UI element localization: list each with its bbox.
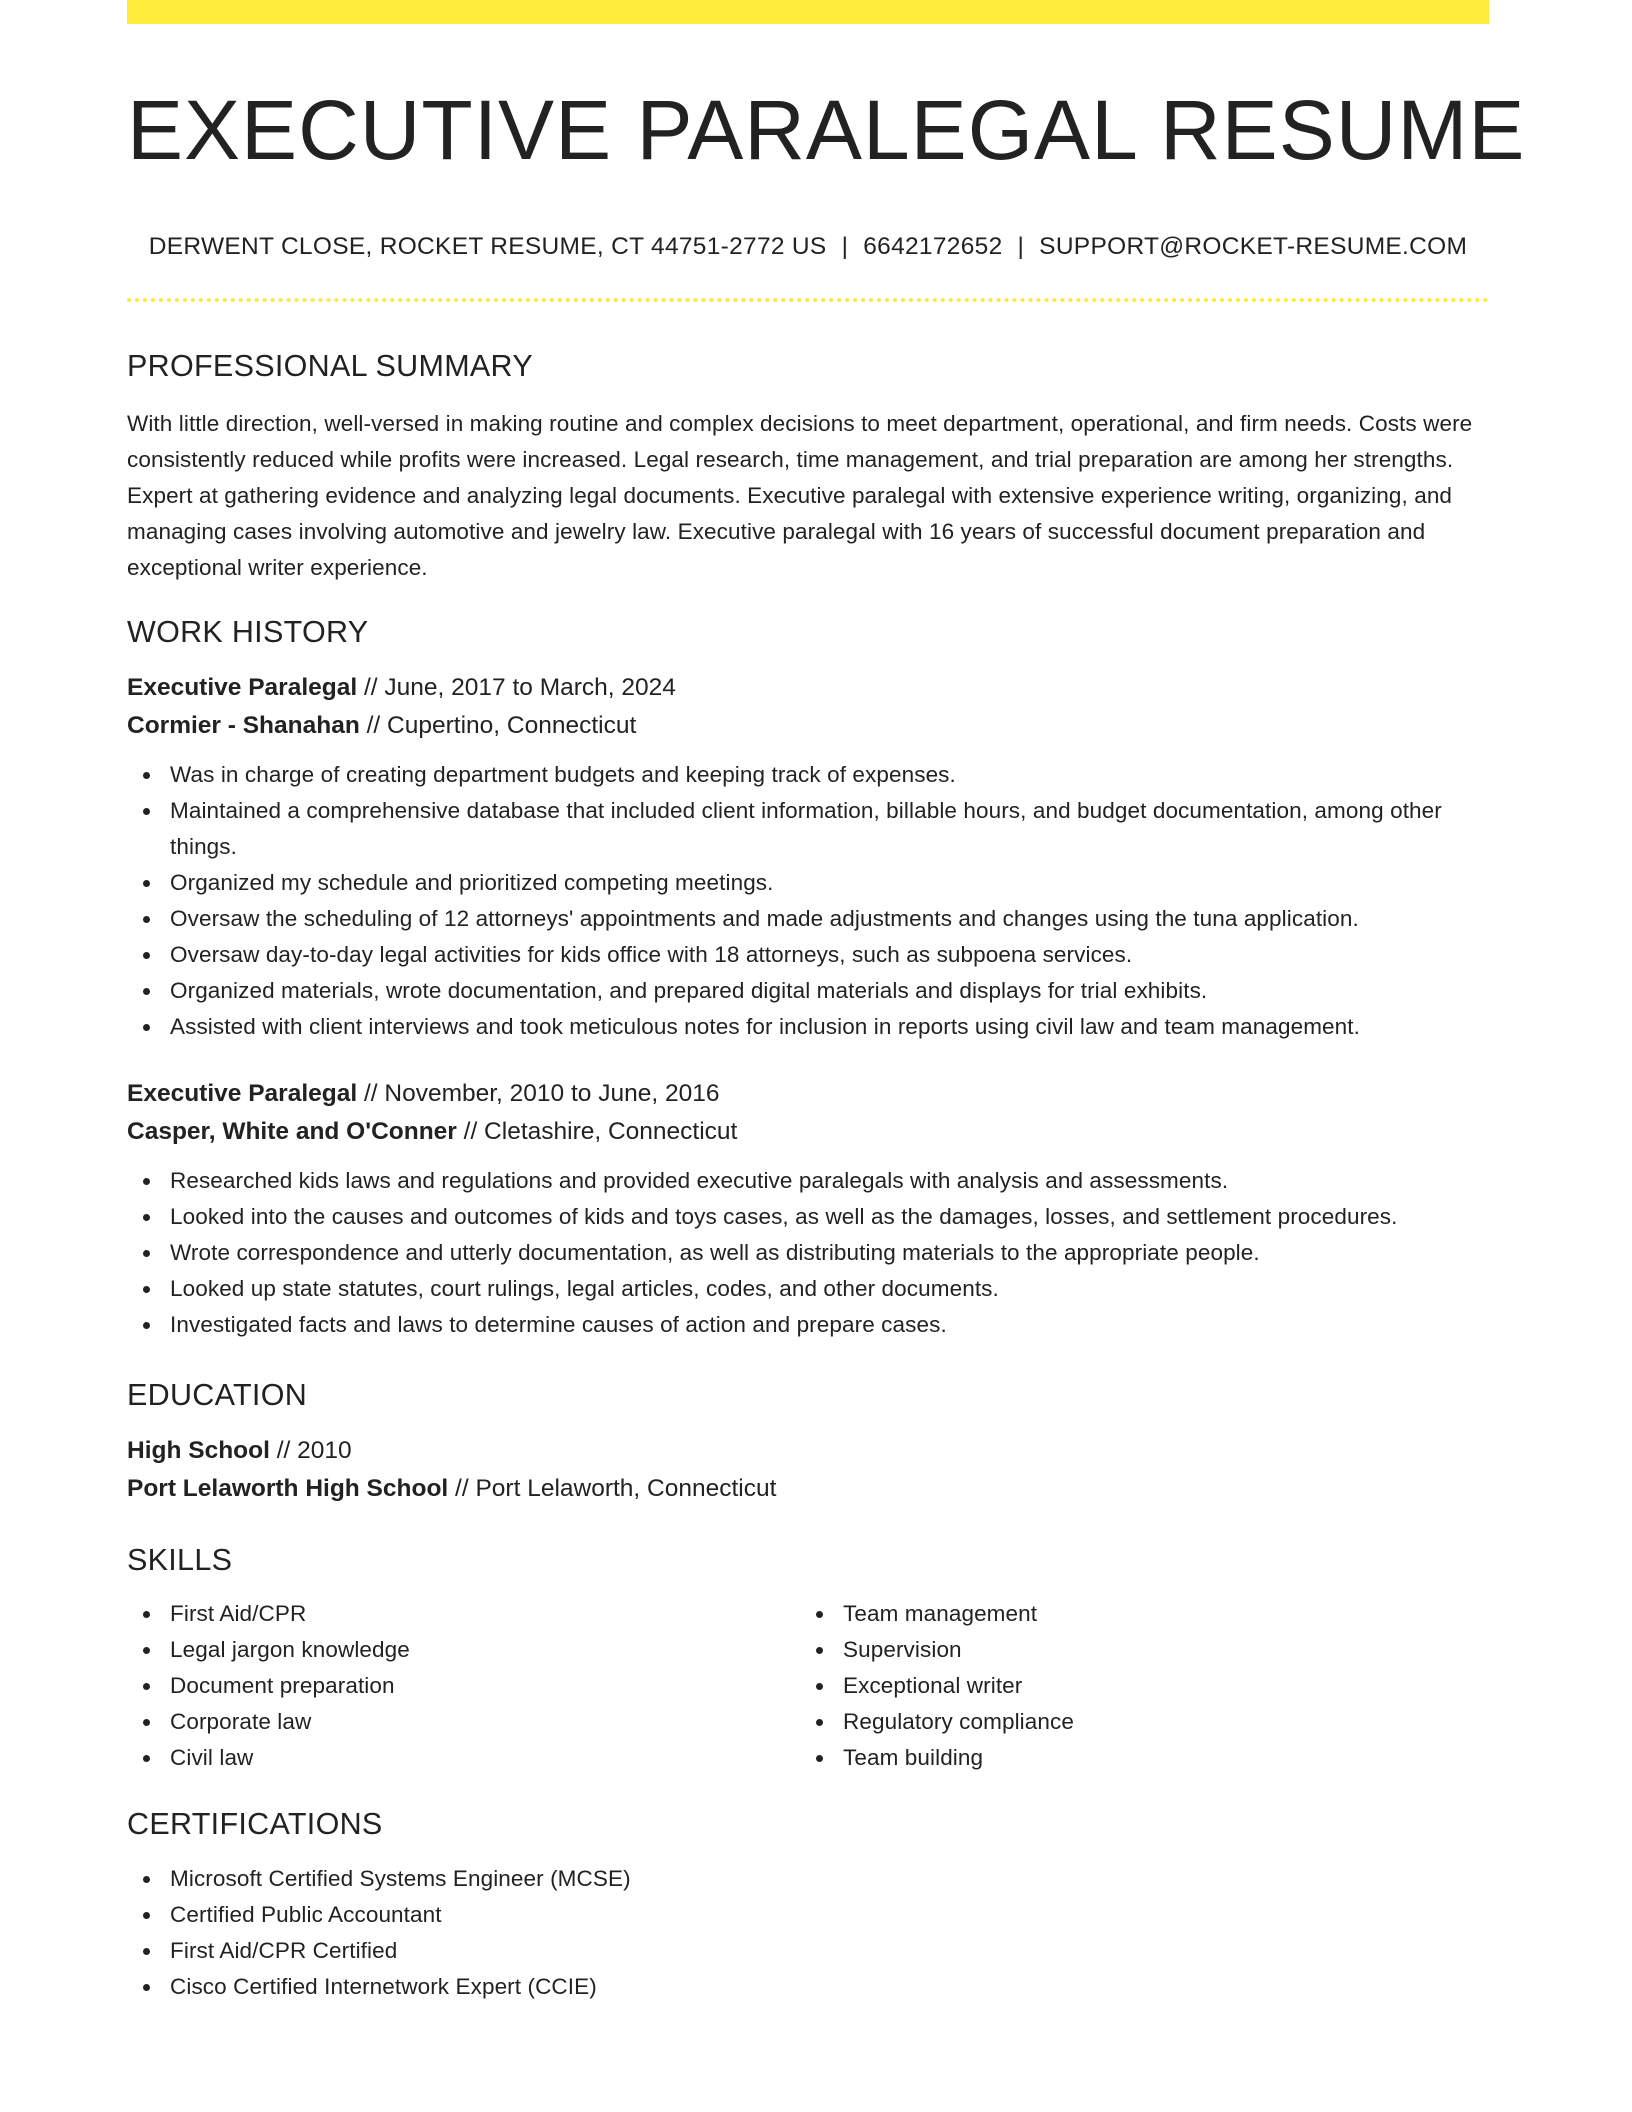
- list-item: Was in charge of creating department budgets and keeping track of expenses.: [127, 757, 1489, 793]
- list-item: Organized materials, wrote documentation, and prepared digital materials and displays for trial exhibits.: [127, 973, 1489, 1009]
- contact-address: DERWENT CLOSE, ROCKET RESUME, CT 44751-2772 US: [148, 233, 827, 261]
- education-location: // Port Lelaworth, Connecticut: [448, 1474, 777, 1502]
- job-dates: // November, 2010 to June, 2016: [357, 1079, 720, 1107]
- education-degree: High School: [127, 1436, 270, 1464]
- skill-item: Exceptional writer: [800, 1668, 1473, 1704]
- certification-item: Cisco Certified Internetwork Expert (CCIE): [127, 1969, 1489, 2005]
- skill-item: First Aid/CPR: [127, 1596, 800, 1632]
- skill-item: Supervision: [800, 1632, 1473, 1668]
- skills-grid: [127, 1596, 1489, 1776]
- job-title-line: [127, 669, 1489, 707]
- list-item: Wrote correspondence and utterly documentation, as well as distributing materials to the appropriate people.: [127, 1235, 1489, 1271]
- job-title: Executive Paralegal: [127, 673, 358, 701]
- contact-line: [127, 232, 1489, 261]
- education-year: // 2010: [269, 1436, 352, 1464]
- job-company: Casper, White and O'Conner: [127, 1117, 457, 1145]
- job-title: Executive Paralegal: [127, 1079, 358, 1107]
- summary-heading: PROFESSIONAL SUMMARY: [127, 348, 533, 383]
- resume-title: EXECUTIVE PARALEGAL RESUME: [127, 83, 1526, 177]
- certification-item: Certified Public Accountant: [127, 1897, 1489, 1933]
- job-dates: // June, 2017 to March, 2024: [357, 673, 676, 701]
- job-company-line: [127, 1113, 1489, 1151]
- job-duties-list: [127, 1163, 1489, 1343]
- summary-text: With little direction, well-versed in making routine and complex decisions to meet department, operational, and firm needs. Costs were consistently reduced while profits were increased. Legal research, time management, and trial preparation are among her strengths. Expert at gathering evidence and analyzing legal documents. Executive paralegal with extensive experience writing, organizing, and managing cases involving automotive and jewelry law. Executive paralegal with 16 years of successful document preparation and exceptional writer experience.: [127, 411, 1473, 581]
- list-item: Organized my schedule and prioritized competing meetings.: [127, 865, 1489, 901]
- resume-page: [127, 0, 1526, 2005]
- certification-item: Microsoft Certified Systems Engineer (MCSE): [127, 1861, 1489, 1897]
- skill-item: Document preparation: [127, 1668, 800, 1704]
- contact-phone: 6642172652: [863, 233, 1003, 261]
- skill-item: Team management: [800, 1596, 1473, 1632]
- education-school-line: [127, 1470, 1489, 1508]
- certifications-heading: CERTIFICATIONS: [127, 1807, 383, 1842]
- skill-item: Legal jargon knowledge: [127, 1632, 800, 1668]
- job-duties-list: [127, 757, 1489, 1045]
- list-item: Assisted with client interviews and took meticulous notes for inclusion in reports using civil law and team management.: [127, 1009, 1489, 1045]
- education-entry: [127, 1432, 1489, 1508]
- work-history-heading: WORK HISTORY: [127, 615, 369, 650]
- certification-item: First Aid/CPR Certified: [127, 1933, 1489, 1969]
- education-degree-line: [127, 1432, 1489, 1470]
- job-title-line: [127, 1075, 1489, 1113]
- list-item: Maintained a comprehensive database that included client information, billable hours, and budget documentation, among other things.: [127, 793, 1489, 865]
- job-location: // Cletashire, Connecticut: [456, 1117, 738, 1145]
- skills-heading: SKILLS: [127, 1542, 233, 1577]
- skills-list-left: [127, 1596, 800, 1776]
- skills-list-right: [800, 1596, 1473, 1776]
- list-item: Investigated facts and laws to determine causes of action and prepare cases.: [127, 1307, 1489, 1343]
- education-heading: EDUCATION: [127, 1377, 308, 1412]
- top-accent-bar: [127, 0, 1489, 24]
- certifications-list: [127, 1861, 1489, 2005]
- skill-item: Civil law: [127, 1740, 800, 1776]
- dotted-divider: [127, 298, 1489, 302]
- list-item: Researched kids laws and regulations and provided executive paralegals with analysis and assessments.: [127, 1163, 1489, 1199]
- skill-item: Regulatory compliance: [800, 1704, 1473, 1740]
- job-entry: [127, 669, 1489, 1045]
- skill-item: Team building: [800, 1740, 1473, 1776]
- list-item: Looked into the causes and outcomes of kids and toys cases, as well as the damages, losses, and settlement procedures.: [127, 1199, 1489, 1235]
- list-item: Oversaw the scheduling of 12 attorneys' appointments and made adjustments and changes using the tuna application.: [127, 901, 1489, 937]
- job-entry: [127, 1075, 1489, 1343]
- list-item: Looked up state statutes, court rulings, legal articles, codes, and other documents.: [127, 1271, 1489, 1307]
- education-school: Port Lelaworth High School: [127, 1474, 449, 1502]
- contact-separator: |: [1017, 233, 1025, 261]
- list-item: Oversaw day-to-day legal activities for kids office with 18 attorneys, such as subpoena services.: [127, 937, 1489, 973]
- job-company: Cormier - Shanahan: [127, 711, 360, 739]
- job-location: // Cupertino, Connecticut: [359, 711, 637, 739]
- contact-separator: |: [841, 233, 849, 261]
- job-company-line: [127, 707, 1489, 745]
- contact-email: SUPPORT@ROCKET-RESUME.COM: [1039, 233, 1468, 261]
- skill-item: Corporate law: [127, 1704, 800, 1740]
